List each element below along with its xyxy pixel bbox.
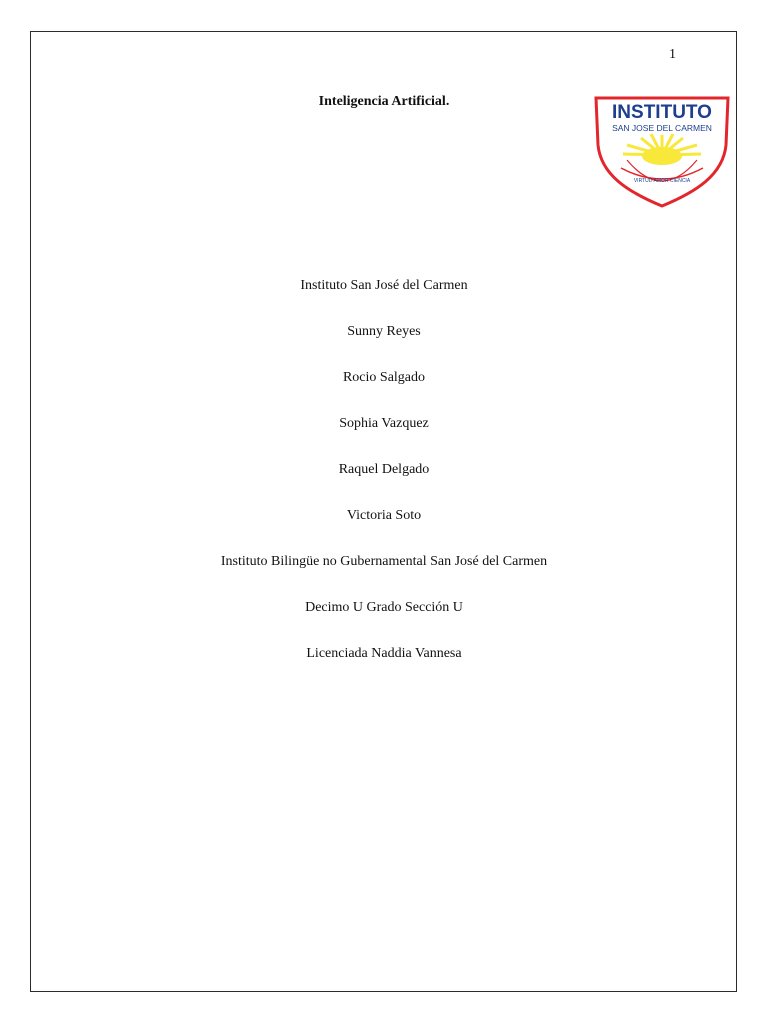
author-name: Victoria Soto <box>346 508 422 523</box>
document-title: Inteligencia Artificial. <box>318 94 450 109</box>
author-name: Sunny Reyes <box>347 324 421 339</box>
author-name: Raquel Delgado <box>338 462 430 477</box>
grade-section: Decimo U Grado Sección U <box>305 600 463 615</box>
institution-full-name: Instituto Bilingüe no Gubernamental San José del Carmen <box>220 554 548 569</box>
institution-name: Instituto San José del Carmen <box>300 278 468 293</box>
school-crest-logo <box>591 90 733 208</box>
logo-title: INSTITUTO <box>612 102 712 123</box>
logo-subtitle: SAN JOSE DEL CARMEN <box>612 123 712 133</box>
author-name: Rocio Salgado <box>342 370 426 385</box>
page-number: 1 <box>669 47 676 62</box>
author-name: Sophia Vazquez <box>339 416 429 431</box>
logo-motto: VIRTUD AMOR CIENCIA <box>633 178 691 184</box>
cover-details <box>31 277 737 691</box>
document-page <box>30 31 737 992</box>
teacher-name: Licenciada Naddia Vannesa <box>306 646 462 661</box>
